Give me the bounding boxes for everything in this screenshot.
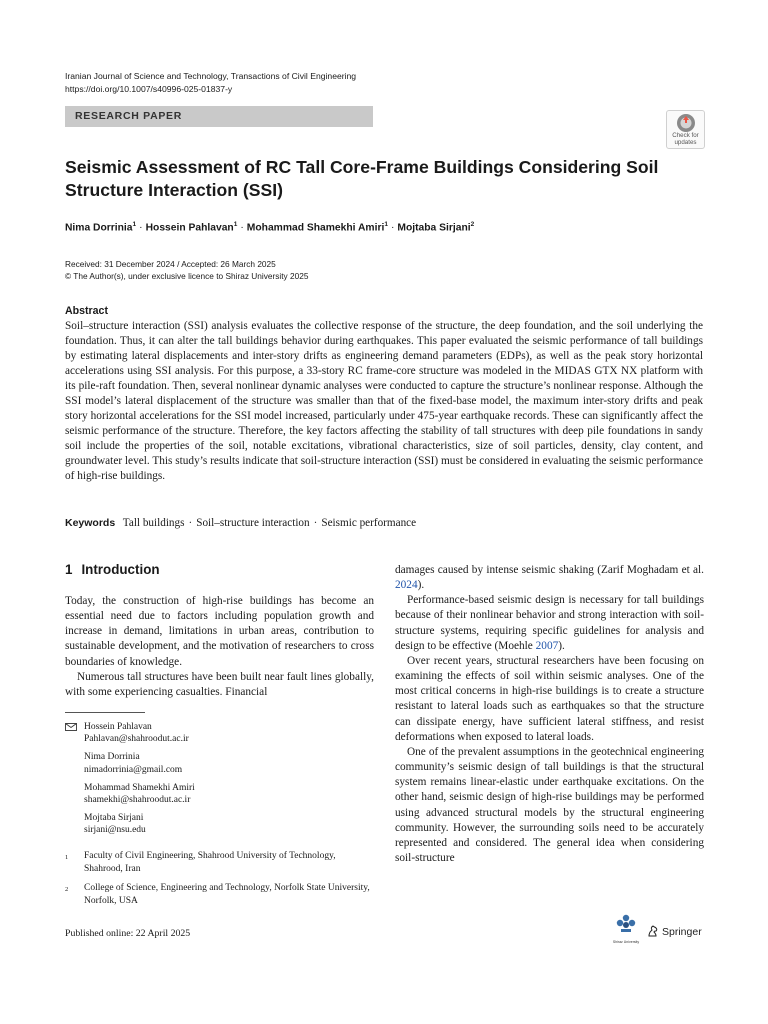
publisher-logo — [647, 925, 702, 938]
university-logo — [611, 913, 641, 944]
contact-name: Hossein Pahlavan — [84, 722, 152, 732]
citation-link[interactable]: 2007 — [535, 639, 559, 652]
abstract-text: Soil–structure interaction (SSI) analysis evaluates the collective response of the structure, the deep foundation, and the soil underlying the foundation. Thus, it can alter the tall buildings behavior during earthquakes. This paper evaluated the seismic performance of tall buildings by estimating lateral displacements and inter-story drifts as engineering demand parameters (EDPs), as well as the peak story horizontal accelerations using SSI analysis. For this purpose, a 33-story RC frame-core structure was modeled in the MIDAS GTX NX platform with its pile-raft foundation. Then, several nonlinear dynamic analyses were conducted to capture the structure’s nonlinear response. Although the SSI model’s lateral displacement of the structure was smaller than that of the fixed-base model, the maximum inter-story drifts and peak story horizontal accelerations for the SSI model increased, particularly under 475-year earthquake records. These can significantly affect the seismic performance of the structure. Therefore, the key factors affecting the stability of tall structures with deep pile foundations in sandy soil include the properties of the soil, notable excitations, vibrational characteristics, size of soil particles, density, clay content, and groundwater level. This study’s results indicate that soil-structure interaction (SSI) must be considered in evaluating the seismic performance of high-rise buildings. — [65, 320, 703, 483]
keyword: Soil–structure interaction — [196, 517, 310, 529]
university-caption: Shiraz University — [612, 940, 640, 944]
check-updates-line2: updates — [674, 138, 697, 146]
section-heading-introduction — [65, 562, 160, 577]
contact-email[interactable]: nimadorrinia@gmail.com — [84, 764, 183, 775]
intro-paragraph — [395, 593, 704, 654]
springer-horse-icon — [647, 925, 659, 937]
contact-email[interactable]: sirjani@nsu.edu — [84, 825, 146, 836]
contact-email[interactable]: Pahlavan@shahroodut.ac.ir — [84, 734, 189, 745]
citation-link[interactable]: 2024 — [395, 579, 418, 592]
affiliation-text: Faculty of Civil Engineering, Shahrood University of Technology, Shahrood, Iran — [84, 851, 336, 874]
author-affiliation-marker: 1 — [132, 221, 137, 228]
author-affiliation-marker: 1 — [384, 221, 388, 228]
intro-paragraph — [395, 563, 704, 593]
right-column — [395, 563, 704, 866]
section-title: Introduction — [81, 562, 160, 577]
contact-name: Nima Dorrinia — [84, 752, 140, 763]
author-contacts — [65, 721, 195, 843]
contact-name: Mojtaba Sirjani — [84, 813, 144, 824]
author-list: Nima Dorrinia$^1$ · Hossein Pahlavan$^1$ · Mohammad Shamekhi Amiri$^1$ · Mojtaba Sirjani$^2$ — [65, 221, 475, 234]
received-accepted-dates: Received: 31 December 2024 / Accepted: 26 March 2025 — [65, 259, 276, 269]
publisher-name: Springer — [662, 926, 702, 938]
university-emblem-icon — [614, 913, 638, 935]
author-name[interactable]: Hossein Pahlavan — [145, 222, 234, 234]
affiliation-entry — [65, 850, 374, 876]
intro-paragraph: Over recent years, structural researchers have been focusing on examining the effects of soil within seismic analyses. One of the most critical concerns in high-rise buildings is to create a structure resistant to lateral loads such as earthquakes so that the structure can dissipate energy, have sufficient lateral stiffness, and resist deformations when exposed to lateral loads. — [395, 654, 704, 743]
intro-paragraph: Numerous tall structures have been built near fault lines globally, with some experiencing casualties. Financial — [65, 670, 374, 698]
paper-title: Seismic Assessment of RC Tall Core-Frame Buildings Considering Soil Structure Interaction (SSI) — [65, 157, 659, 200]
mail-icon — [65, 723, 77, 731]
section-number: 1 — [65, 562, 73, 577]
author-name[interactable]: Mojtaba Sirjani — [397, 222, 471, 234]
contact-email[interactable]: shamekhi@shahroodut.ac.ir — [84, 795, 191, 806]
paragraph-text: ). — [558, 639, 565, 652]
affiliation-number: 1 — [65, 854, 69, 861]
author-name[interactable]: Mohammad Shamekhi Amiri — [246, 222, 385, 234]
published-online-date: Published online: 22 April 2025 — [65, 928, 191, 939]
check-for-updates-button[interactable] — [666, 110, 705, 149]
author-affiliation-marker: 1 — [233, 221, 238, 228]
paragraph-text: ). — [417, 579, 425, 592]
intro-paragraph: One of the prevalent assumptions in the geotechnical engineering community’s seismic design of tall buildings is that the structural system remains linear-elastic under earthquake excitations. On the other hand, seismic design of high-rise buildings may be performed using advanced structural models by the structural engineering community. However, the surrounding soils need to be accurately represented and considered. The general idea when considering soil-structure — [395, 745, 704, 864]
intro-paragraph: Today, the construction of high-rise buildings has become an essential need due to factors including population growth and increase in demand, limitations in urban areas, contribution to sustainable development, and the motivation of researchers to cross boundaries of knowledge. — [65, 595, 374, 668]
article-type-label: RESEARCH PAPER — [75, 110, 183, 122]
contact-entry — [65, 812, 195, 836]
check-updates-icon — [676, 113, 696, 133]
paragraph-text: damages caused by intense seismic shaking (Zarif Moghadam et al. — [395, 564, 704, 576]
keywords-label: Keywords — [65, 517, 116, 529]
contact-entry — [65, 721, 195, 745]
doi-link[interactable]: https://doi.org/10.1007/s40996-025-01837-y — [65, 84, 233, 94]
abstract-heading: Abstract — [65, 305, 108, 317]
article-type-banner — [65, 106, 373, 127]
keyword: Seismic performance — [321, 517, 417, 529]
affiliation-text: College of Science, Engineering and Technology, Norfolk State University, Norfolk, USA — [84, 883, 370, 906]
publication-dates — [65, 259, 308, 282]
contact-name: Mohammad Shamekhi Amiri — [84, 782, 195, 793]
keyword: Tall buildings — [122, 517, 185, 529]
paragraph-text: Performance-based seismic design is necessary for tall buildings because of their nonlinear behavior and strong interaction with soil-structure systems, requiring specific guidelines for analysis and design to be effective (Moehle — [395, 594, 704, 652]
affiliation-number: 2 — [65, 886, 69, 893]
journal-name: Iranian Journal of Science and Technology, Transactions of Civil Engineering — [65, 71, 357, 81]
author-name[interactable]: Nima Dorrinia — [65, 222, 133, 234]
footnote-divider — [65, 712, 145, 713]
keywords-line: Keywords Tall buildings · Soil–structure interaction · Seismic performance — [65, 517, 417, 529]
contact-entry — [65, 782, 195, 806]
author-affiliation-marker: 2 — [470, 221, 475, 228]
check-updates-line1: Check for — [672, 132, 699, 139]
left-column — [65, 594, 374, 700]
affiliations — [65, 850, 374, 914]
copyright-notice: © The Author(s), under exclusive licence to Shiraz University 2025 — [65, 270, 309, 281]
contact-entry — [65, 751, 195, 775]
affiliation-entry — [65, 882, 374, 908]
